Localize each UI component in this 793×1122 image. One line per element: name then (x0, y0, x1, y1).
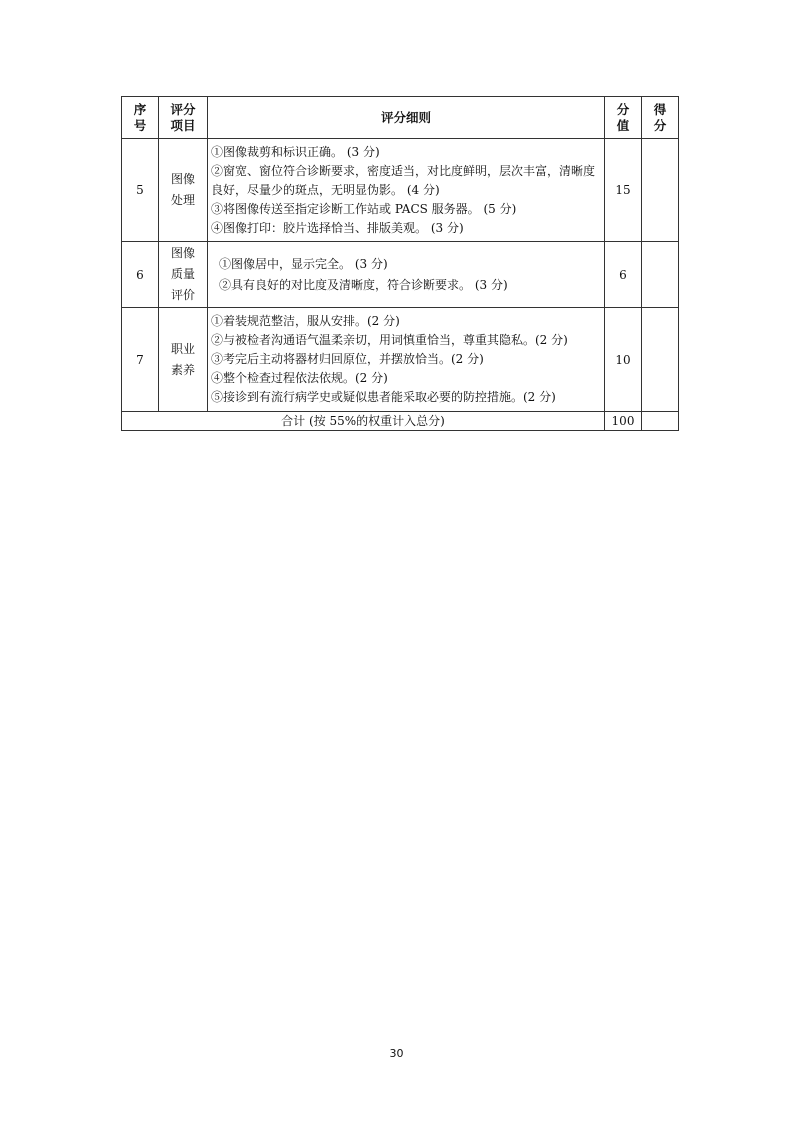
detail-line: ③考完后主动将器材归回原位，并摆放恰当。(2 分) (211, 352, 484, 366)
header-seq: 序 号 (122, 97, 159, 139)
total-row (122, 412, 679, 431)
total-got (642, 412, 679, 431)
row-seq: 6 (122, 242, 159, 308)
total-score: 100 (605, 412, 642, 431)
row-details (208, 242, 605, 308)
detail-line: ②具有良好的对比度及清晰度，符合诊断要求。 (3 分) (219, 277, 508, 292)
row-got (642, 139, 679, 242)
header-score: 分 值 (605, 97, 642, 139)
header-got: 得 分 (642, 97, 679, 139)
detail-line: ①着装规范整洁，服从安排。(2 分) (211, 314, 400, 328)
row-details (208, 139, 605, 242)
row-got (642, 242, 679, 308)
header-row (122, 97, 679, 139)
detail-line: ⑤接诊到有流行病学史或疑似患者能采取必要的防控措施。(2 分) (211, 390, 556, 404)
row-details (208, 308, 605, 412)
row-item: 职业 素养 (159, 308, 208, 412)
detail-line: ②窗宽、窗位符合诊断要求，密度适当，对比度鲜明，层次丰富，清晰度良好，尽量少的斑点，无明显伪影。 (4 分) (211, 163, 596, 197)
row-score: 6 (605, 242, 642, 308)
page-number: 30 (389, 1047, 404, 1060)
table-row (122, 308, 679, 412)
scoring-table (121, 96, 679, 431)
detail-line: ①图像裁剪和标识正确。 (3 分) (211, 144, 380, 159)
detail-line: ②与被检者沟通语气温柔亲切，用词慎重恰当，尊重其隐私。(2 分) (211, 333, 568, 347)
detail-line: ④图像打印：胶片选择恰当、排版美观。 (3 分) (211, 220, 464, 235)
row-seq: 5 (122, 139, 159, 242)
table-row (122, 242, 679, 308)
row-got (642, 308, 679, 412)
total-label: 合计 (按 55%的权重计入总分) (122, 412, 605, 431)
table-row (122, 139, 679, 242)
detail-line: ①图像居中，显示完全。 (3 分) (219, 256, 388, 271)
row-item: 图像 质量 评价 (159, 242, 208, 308)
detail-line: ④整个检查过程依法依规。(2 分) (211, 371, 388, 385)
header-item: 评分 项目 (159, 97, 208, 139)
row-score: 10 (605, 308, 642, 412)
detail-line: ③将图像传送至指定诊断工作站或 PACS 服务器。 (5 分) (211, 201, 517, 216)
row-score: 15 (605, 139, 642, 242)
row-seq: 7 (122, 308, 159, 412)
row-item: 图像 处理 (159, 139, 208, 242)
header-detail: 评分细则 (208, 97, 605, 139)
